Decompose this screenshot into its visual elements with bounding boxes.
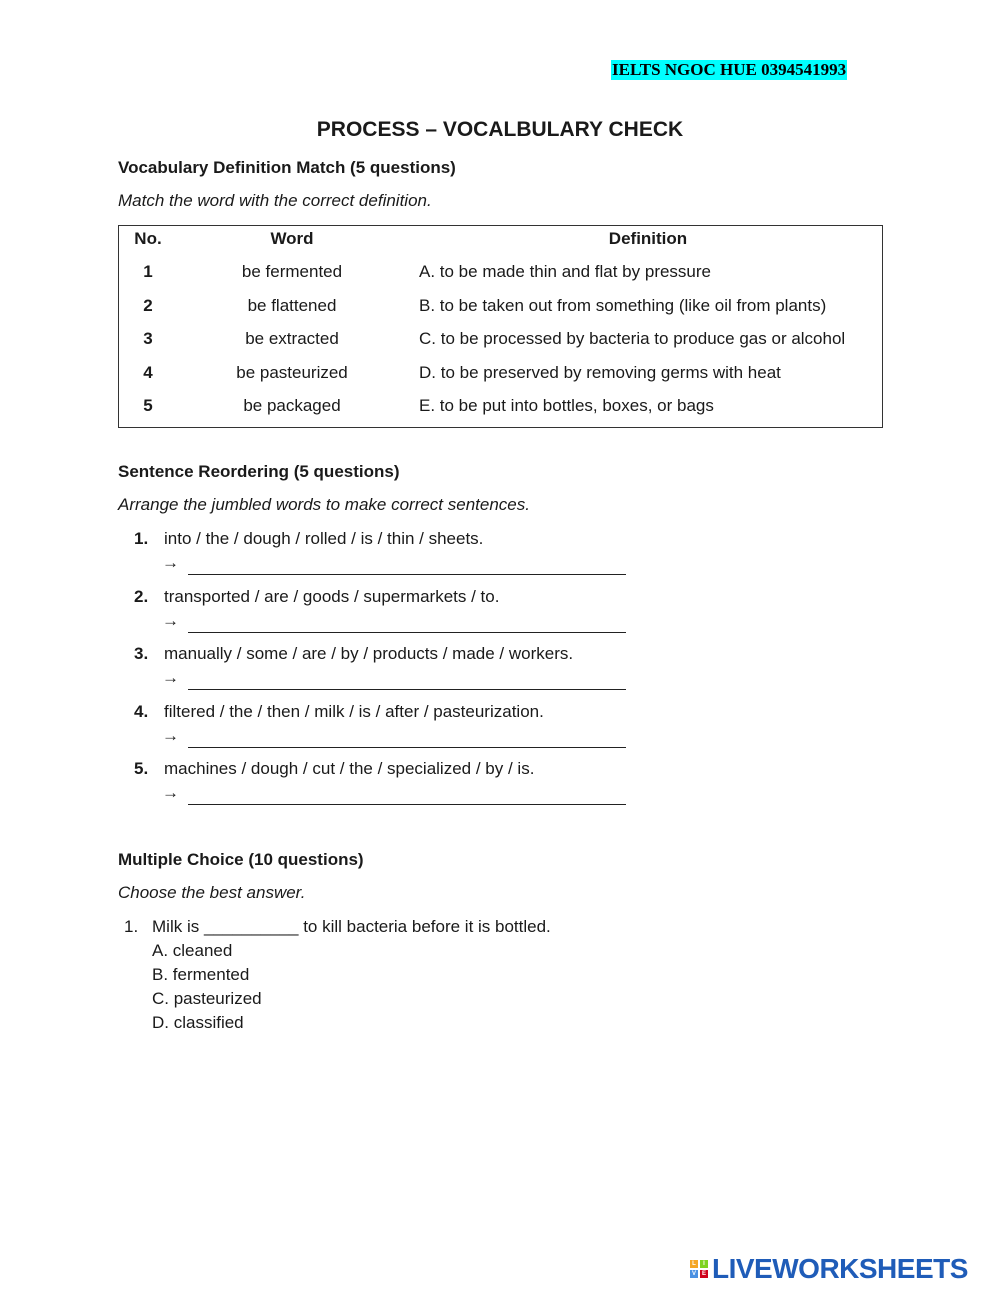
row-number: 4 <box>143 363 153 382</box>
answer-line[interactable] <box>188 574 626 575</box>
row-definition: A. to be made thin and flat by pressure <box>419 262 712 281</box>
reorder-item <box>118 759 718 819</box>
arrow-icon: → <box>162 611 179 630</box>
reorder-number: 3. <box>134 644 149 663</box>
mc-question <box>118 915 818 1045</box>
section-heading-multiple-choice: Multiple Choice (10 questions) <box>118 850 364 869</box>
logo-mark-icon <box>690 1260 708 1278</box>
column-header-definition: Definition <box>608 229 688 248</box>
reorder-words: filtered / the / then / milk / is / after / pasteurization. <box>164 702 544 721</box>
row-word: be fermented <box>241 262 343 281</box>
table-row <box>119 395 882 429</box>
reorder-item <box>118 529 718 589</box>
arrow-icon: → <box>162 783 179 802</box>
section-instruction-multiple-choice: Choose the best answer. <box>118 883 306 902</box>
row-definition: E. to be put into bottles, boxes, or bags <box>419 396 714 415</box>
logo-mark-tile: V <box>691 1271 696 1277</box>
row-word: be packaged <box>243 396 341 415</box>
reorder-number: 5. <box>134 759 149 778</box>
section-instruction-vocabulary: Match the word with the correct definition. <box>118 191 432 210</box>
row-number: 2 <box>143 296 153 315</box>
question-stem: Milk is __________ to kill bacteria before it is bottled. <box>152 917 551 936</box>
logo-mark-tile: L <box>690 1260 698 1268</box>
answer-option-d[interactable]: D. classified <box>152 1013 244 1032</box>
row-definition: B. to be taken out from something (like oil from plants) <box>419 296 827 315</box>
reorder-number: 1. <box>134 529 149 548</box>
logo-text: LIVEWORKSHEETS <box>712 1253 968 1284</box>
reorder-words: into / the / dough / rolled / is / thin / sheets. <box>164 529 484 548</box>
vocabulary-table <box>118 225 883 428</box>
answer-line[interactable] <box>188 747 626 748</box>
answer-line[interactable] <box>188 804 626 805</box>
table-row <box>119 261 882 295</box>
table-row <box>119 295 882 329</box>
reorder-number: 4. <box>134 702 149 721</box>
row-word: be flattened <box>247 296 337 315</box>
section-heading-reordering: Sentence Reordering (5 questions) <box>118 462 400 481</box>
answer-line[interactable] <box>188 689 626 690</box>
reorder-words: transported / are / goods / supermarkets / to. <box>164 587 500 606</box>
question-number: 1. <box>124 917 139 936</box>
liveworksheets-logo <box>690 1253 990 1285</box>
table-row <box>119 362 882 396</box>
answer-line[interactable] <box>188 632 626 633</box>
table-row <box>119 328 882 362</box>
row-definition: D. to be preserved by removing germs with heat <box>419 363 781 382</box>
row-definition: C. to be processed by bacteria to produce gas or alcohol <box>419 329 846 348</box>
row-number: 3 <box>143 329 153 348</box>
question-body <box>152 915 752 1035</box>
row-number: 5 <box>143 396 153 415</box>
reorder-item <box>118 587 718 647</box>
page-title: PROCESS – VOCALBULARY CHECK <box>316 118 684 141</box>
logo-mark-tile: E <box>701 1271 706 1277</box>
answer-option-b[interactable]: B. fermented <box>152 965 250 984</box>
arrow-icon: → <box>162 668 179 687</box>
arrow-icon: → <box>162 726 179 745</box>
reorder-item <box>118 644 718 704</box>
watermark-contact: IELTS NGOC HUE 0394541993 <box>612 60 847 79</box>
table-header-row <box>119 228 882 262</box>
column-header-no: No. <box>134 229 162 248</box>
arrow-icon: → <box>162 553 179 572</box>
row-word: be pasteurized <box>236 363 348 382</box>
answer-option-c[interactable]: C. pasteurized <box>152 989 262 1008</box>
reorder-words: machines / dough / cut / the / specialized / by / is. <box>164 759 535 778</box>
section-heading-vocabulary: Vocabulary Definition Match (5 questions) <box>118 158 456 177</box>
reorder-item <box>118 702 718 762</box>
column-header-word: Word <box>270 229 314 248</box>
reorder-words: manually / some / are / by / products / made / workers. <box>164 644 574 663</box>
answer-option-a[interactable]: A. cleaned <box>152 941 233 960</box>
row-number: 1 <box>143 262 153 281</box>
logo-mark-tile: I <box>700 1260 708 1268</box>
reorder-number: 2. <box>134 587 149 606</box>
section-instruction-reordering: Arrange the jumbled words to make correct sentences. <box>118 495 530 514</box>
row-word: be extracted <box>245 329 339 348</box>
